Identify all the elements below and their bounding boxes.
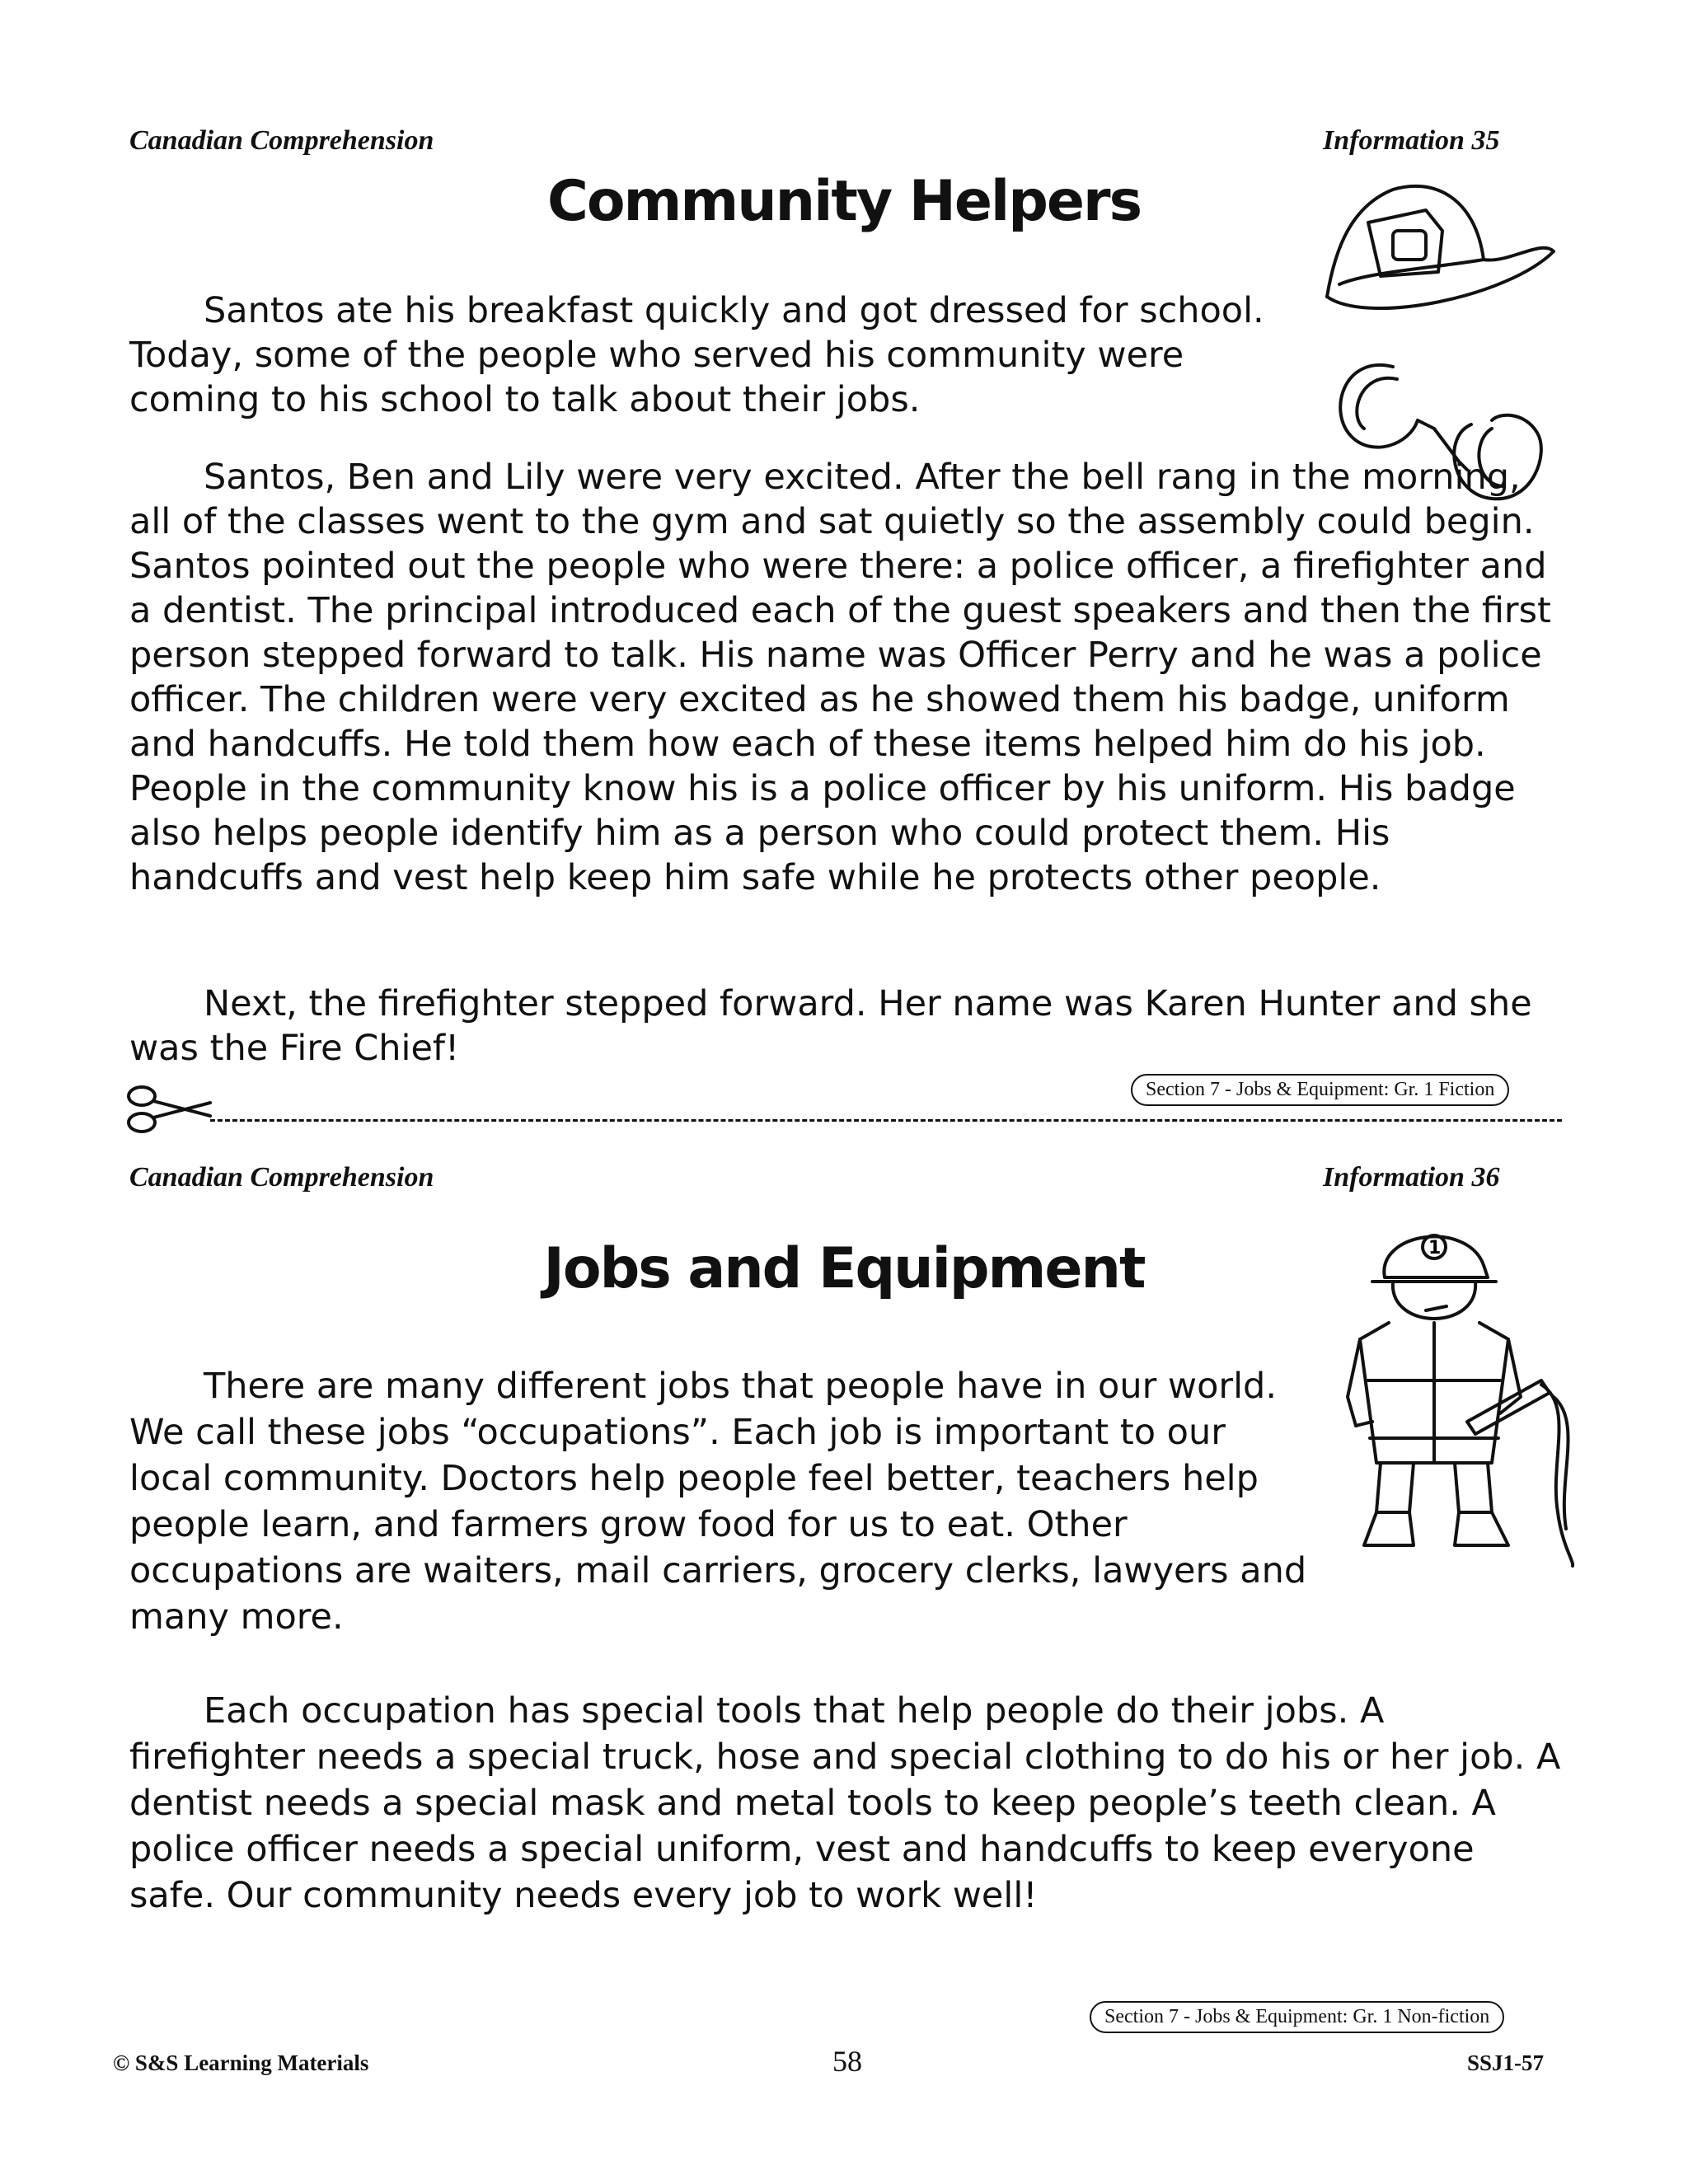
copyright-text: © S&S Learning Materials	[113, 2050, 369, 2075]
scissors-icon	[124, 1080, 214, 1141]
firefighter-icon	[1311, 1216, 1574, 1570]
story-paragraph-2-text: Santos, Ben and Lily were very excited. After the bell rang in the morning, all of the classes went to the gym and sat quietly so the assembly could begin. Santos pointed out the people who were there: a police officer, a firefighter and a dentist. The principal introduced each of the guest speakers and then the first person stepped forward to talk. His name was Officer Perry and he was a police officer. The children were very excited as he showed them his badge, uniform and handcuffs. He told them how each of these items helped him do his job. People in the community know his is a police officer by his uniform. His badge also helps people identify him as a person who could protect them. His handcuffs and vest help keep him safe while he protects other people.	[129, 457, 1551, 898]
page-number: 58	[832, 2045, 862, 2078]
info-paragraph-1-text: There are many different jobs that people have in our world. We call these jobs “occupations”. Each job is important to our local community. Doctors help people feel better, teachers help people learn, and farmers grow food for us to eat. Other occupations are waiters, mail carriers, grocery clerks, lawyers and many more.	[129, 1366, 1307, 1638]
cut-line	[210, 1119, 1562, 1122]
fire-helmet-icon	[1302, 173, 1566, 321]
page-title-2: Jobs and Equipment	[543, 1236, 1145, 1301]
section-label-2: Section 7 - Jobs & Equipment: Gr. 1 Non-fiction	[1090, 2001, 1504, 2033]
info-paragraph-1	[129, 1363, 1316, 1640]
story-paragraph-3	[129, 982, 1564, 1071]
story-paragraph-3-text: Next, the firefighter stepped forward. Her name was Karen Hunter and she was the Fire Chief!	[129, 983, 1532, 1069]
page-title: Community Helpers	[546, 169, 1142, 234]
information-number: Information 35	[1323, 125, 1500, 156]
story-paragraph-2	[129, 455, 1564, 900]
info-paragraph-2-text: Each occupation has special tools that help people do their jobs. A firefighter needs a special truck, hose and special clothing to do his or her job. A dentist needs a special mask and metal tools to keep people’s teeth clean. A police officer needs a special uniform, vest and handcuffs to keep everyone safe. Our community needs every job to work well!	[129, 1690, 1561, 1916]
series-label: Canadian Comprehension	[129, 125, 434, 156]
information-number-2: Information 36	[1323, 1162, 1500, 1193]
section-label: Section 7 - Jobs & Equipment: Gr. 1 Fiction	[1131, 1074, 1509, 1106]
series-label-2: Canadian Comprehension	[129, 1162, 434, 1193]
product-code: SSJ1-57	[1467, 2050, 1545, 2075]
info-paragraph-2	[129, 1688, 1564, 1919]
story-paragraph-1	[129, 288, 1300, 422]
story-paragraph-1-text: Santos ate his breakfast quickly and got dressed for school. Today, some of the people who served his community were coming to his school to talk about their jobs.	[129, 290, 1264, 420]
helmet-number: 1	[1428, 1238, 1442, 1258]
